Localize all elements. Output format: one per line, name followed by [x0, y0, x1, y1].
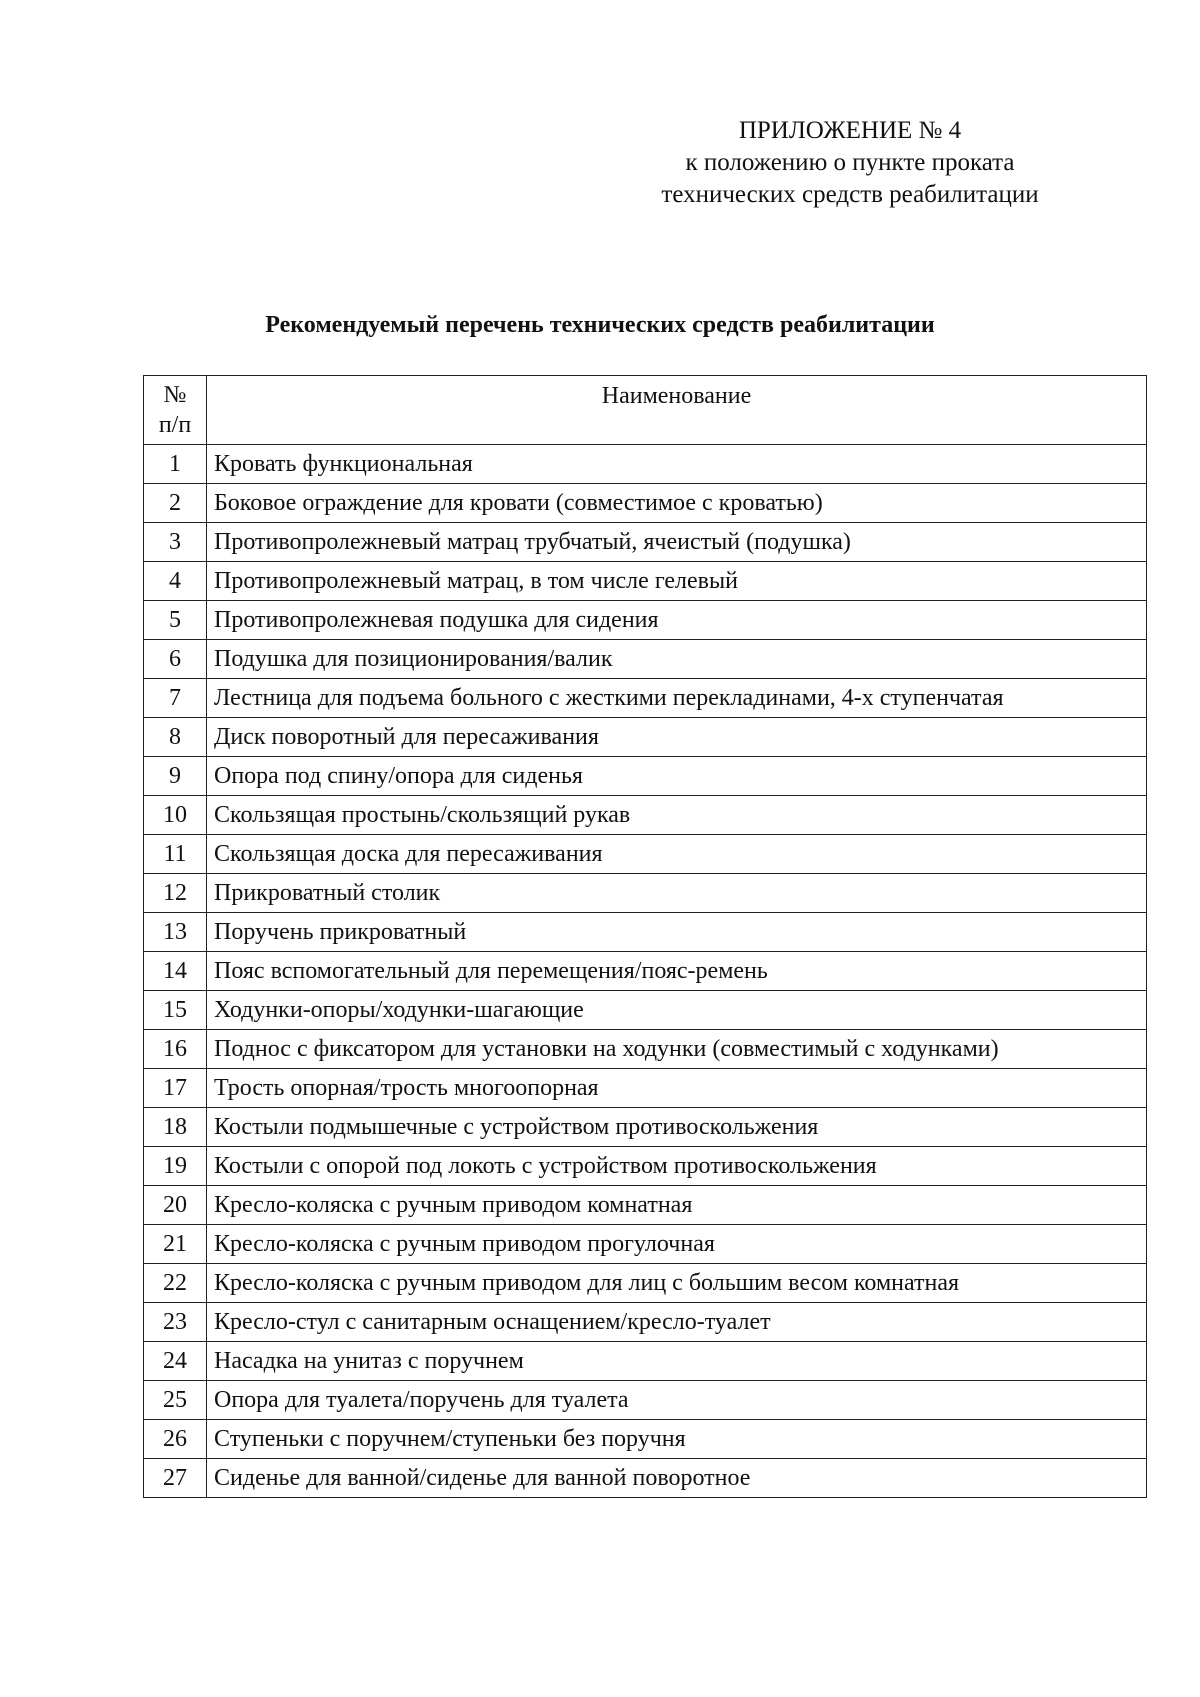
row-name: Скользящая доска для пересаживания — [207, 835, 1147, 874]
row-number: 17 — [144, 1069, 207, 1108]
row-name: Кресло-коляска с ручным приводом для лиц с большим весом комнатная — [207, 1264, 1147, 1303]
table-row — [144, 445, 1147, 484]
appendix-ref-line-2: технических средств реабилитации — [661, 181, 1039, 208]
table-row — [144, 1030, 1147, 1069]
row-name: Костыли с опорой под локоть с устройством противоскольжения — [207, 1147, 1147, 1186]
appendix-number: ПРИЛОЖЕНИЕ № 4 — [738, 117, 962, 144]
row-number: 26 — [144, 1420, 207, 1459]
row-name: Ходунки-опоры/ходунки-шагающие — [207, 991, 1147, 1030]
table-row — [144, 679, 1147, 718]
row-name: Подушка для позиционирования/валик — [207, 640, 1147, 679]
row-number: 18 — [144, 1108, 207, 1147]
table-row — [144, 913, 1147, 952]
row-name: Кресло-коляска с ручным приводом прогулочная — [207, 1225, 1147, 1264]
table-row — [144, 1108, 1147, 1147]
header-number: № п/п — [144, 376, 207, 445]
row-name: Ступеньки с поручнем/ступеньки без поручня — [207, 1420, 1147, 1459]
header-name: Наименование — [207, 376, 1147, 445]
table-row — [144, 991, 1147, 1030]
table-row — [144, 1186, 1147, 1225]
appendix-header — [590, 115, 1110, 211]
row-name: Противопролежневый матрац трубчатый, ячеистый (подушка) — [207, 523, 1147, 562]
table-body — [144, 445, 1147, 1498]
row-number: 2 — [144, 484, 207, 523]
row-number: 7 — [144, 679, 207, 718]
row-name: Трость опорная/трость многоопорная — [207, 1069, 1147, 1108]
row-name: Диск поворотный для пересаживания — [207, 718, 1147, 757]
row-number: 20 — [144, 1186, 207, 1225]
table-row — [144, 1420, 1147, 1459]
row-name: Противопролежневая подушка для сидения — [207, 601, 1147, 640]
row-number: 24 — [144, 1342, 207, 1381]
table-row — [144, 1303, 1147, 1342]
row-name: Кресло-стул с санитарным оснащением/кресло-туалет — [207, 1303, 1147, 1342]
table-row — [144, 1459, 1147, 1498]
row-number: 5 — [144, 601, 207, 640]
row-name: Кресло-коляска с ручным приводом комнатная — [207, 1186, 1147, 1225]
row-number: 1 — [144, 445, 207, 484]
row-number: 27 — [144, 1459, 207, 1498]
row-number: 25 — [144, 1381, 207, 1420]
table-row — [144, 874, 1147, 913]
table-row — [144, 1342, 1147, 1381]
row-number: 4 — [144, 562, 207, 601]
row-name: Опора для туалета/поручень для туалета — [207, 1381, 1147, 1420]
row-name: Насадка на унитаз с поручнем — [207, 1342, 1147, 1381]
row-number: 15 — [144, 991, 207, 1030]
row-name: Прикроватный столик — [207, 874, 1147, 913]
table-row — [144, 952, 1147, 991]
table-row — [144, 601, 1147, 640]
row-number: 6 — [144, 640, 207, 679]
table-row — [144, 1381, 1147, 1420]
row-name: Кровать функциональная — [207, 445, 1147, 484]
row-name: Поручень прикроватный — [207, 913, 1147, 952]
row-name: Скользящая простынь/скользящий рукав — [207, 796, 1147, 835]
table-row — [144, 640, 1147, 679]
row-number: 3 — [144, 523, 207, 562]
appendix-ref-line-1: к положению о пункте проката — [685, 149, 1015, 176]
row-name: Сиденье для ванной/сиденье для ванной поворотное — [207, 1459, 1147, 1498]
row-number: 8 — [144, 718, 207, 757]
table-row — [144, 796, 1147, 835]
row-number: 9 — [144, 757, 207, 796]
row-number: 13 — [144, 913, 207, 952]
row-number: 21 — [144, 1225, 207, 1264]
table-row — [144, 718, 1147, 757]
row-name: Поднос с фиксатором для установки на ходунки (совместимый с ходунками) — [207, 1030, 1147, 1069]
table-row — [144, 562, 1147, 601]
row-number: 12 — [144, 874, 207, 913]
table-row — [144, 523, 1147, 562]
row-number: 22 — [144, 1264, 207, 1303]
row-name: Опора под спину/опора для сиденья — [207, 757, 1147, 796]
table-row — [144, 1147, 1147, 1186]
equipment-table — [143, 375, 1147, 1498]
table-row — [144, 1225, 1147, 1264]
table-row — [144, 1069, 1147, 1108]
document-title: Рекомендуемый перечень технических средств реабилитации — [265, 312, 935, 338]
row-name: Противопролежневый матрац, в том числе гелевый — [207, 562, 1147, 601]
row-number: 16 — [144, 1030, 207, 1069]
table-row — [144, 484, 1147, 523]
table-row — [144, 835, 1147, 874]
table-row — [144, 757, 1147, 796]
table-header-row — [144, 376, 1147, 445]
row-number: 14 — [144, 952, 207, 991]
row-number: 23 — [144, 1303, 207, 1342]
table-row — [144, 1264, 1147, 1303]
row-name: Пояс вспомогательный для перемещения/пояс-ремень — [207, 952, 1147, 991]
row-name: Лестница для подъема больного с жесткими перекладинами, 4-х ступенчатая — [207, 679, 1147, 718]
row-number: 19 — [144, 1147, 207, 1186]
row-number: 10 — [144, 796, 207, 835]
row-number: 11 — [144, 835, 207, 874]
row-name: Костыли подмышечные с устройством противоскольжения — [207, 1108, 1147, 1147]
row-name: Боковое ограждение для кровати (совместимое с кроватью) — [207, 484, 1147, 523]
